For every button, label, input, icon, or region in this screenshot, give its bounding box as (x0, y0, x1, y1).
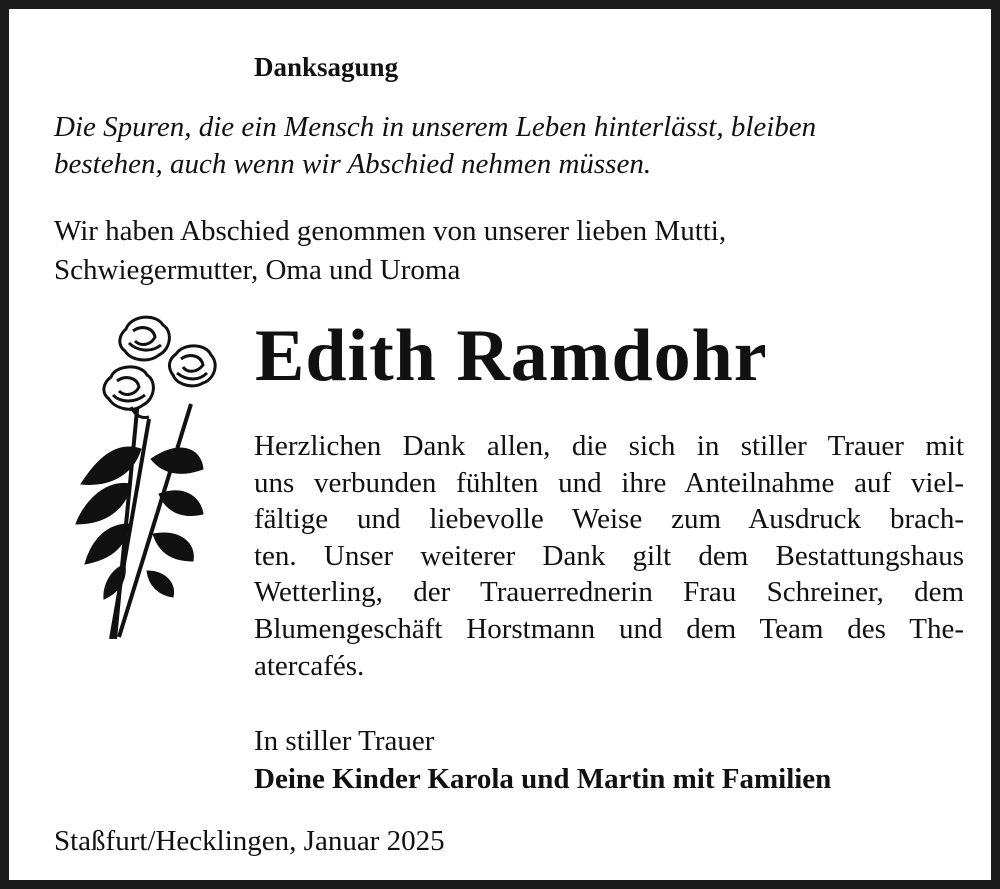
place-date: Staßfurt/Hecklingen, Januar 2025 (54, 825, 445, 857)
thanks-line-7: atercafés. (254, 650, 365, 682)
signer: Deine Kinder Karola und Martin mit Familien (254, 763, 832, 795)
thanks-line (254, 469, 964, 498)
thanks-line-2: uns verbunden fühlten und ihre Anteilnahme auf viel- (254, 467, 964, 499)
thanks-line (254, 432, 964, 461)
signoff: In stiller Trauer (254, 725, 435, 757)
notice-heading: Danksagung (254, 52, 399, 82)
thanks-line (254, 615, 964, 644)
thanks-line (254, 578, 964, 607)
thanks-line-6: Blumengeschäft Horstmann und dem Team des The- (254, 613, 964, 645)
thanks-line-4: ten. Unser weiterer Dank gilt dem Bestattungshaus (254, 540, 964, 572)
thanks-line (254, 542, 964, 571)
deceased-name: Edith Ramdohr (255, 315, 768, 397)
thanks-line-3: fältige und liebevolle Weise zum Ausdruck brach- (254, 503, 964, 535)
thanks-line-1: Herzlichen Dank allen, die sich in stiller Trauer mit (254, 430, 964, 462)
thanks-line-5: Wetterling, der Trauerrednerin Frau Schreiner, dem (254, 576, 964, 608)
motto-line-2: bestehen, auch wenn wir Abschied nehmen müssen. (54, 148, 652, 180)
thanks-line (254, 505, 964, 534)
roses-icon (71, 309, 236, 639)
intro-line-2: Schwiegermutter, Oma und Uroma (54, 254, 461, 286)
intro-line-1: Wir haben Abschied genommen von unserer lieben Mutti, (54, 215, 727, 247)
motto-line-1: Die Spuren, die ein Mensch in unserem Leben hinterlässt, bleiben (54, 111, 817, 143)
